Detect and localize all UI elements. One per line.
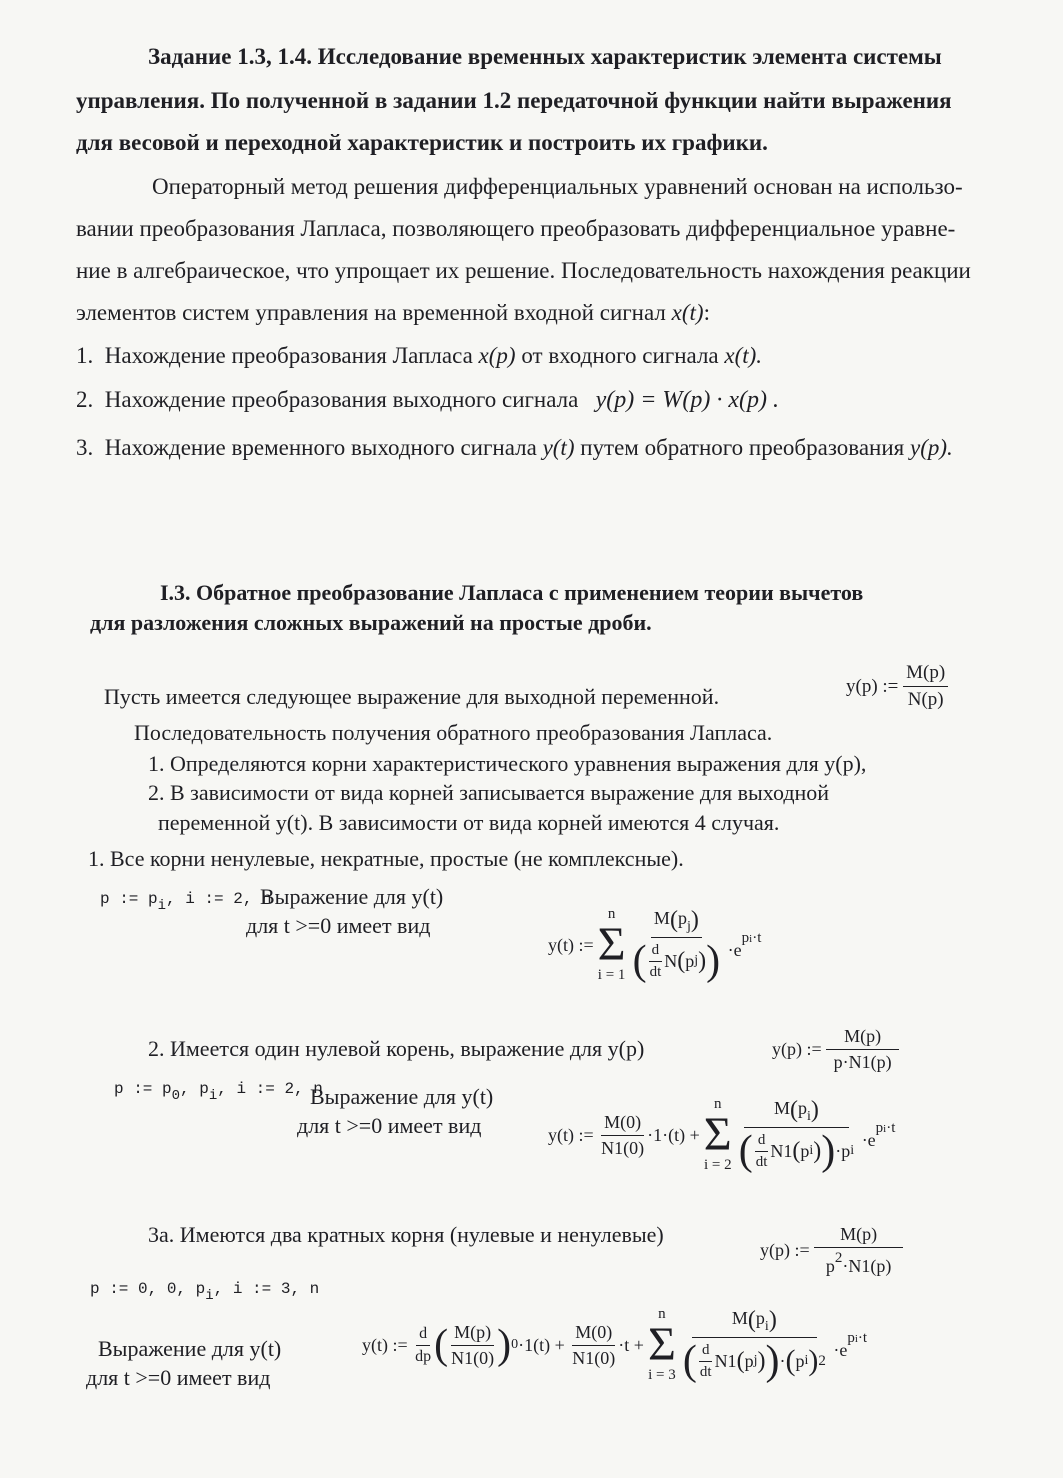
intro-line3: ние в алгебраическое, что упрощает их решение. Последовательность нахождения реакции: [76, 258, 971, 283]
numerator: M(0): [572, 1322, 615, 1346]
section-title-line1: I.3. Обратное преобразование Лапласа с применением теории вычетов: [160, 580, 864, 605]
roots-text: p := p: [114, 1080, 172, 1098]
body-step2a: 2. В зависимости от вида корней записывается выражение для выходной: [148, 780, 830, 805]
fraction: $M(p_i)$ ( $\frac{d}{dt}$ N1 ( p j ) ) · ( p i ) 2: [682, 1306, 826, 1385]
step-var: y(t): [542, 435, 575, 460]
roots-index: , i := 3, n: [213, 1280, 320, 1298]
dt-den: dt: [699, 1363, 712, 1380]
roots-text: p := 0, 0, p: [90, 1280, 206, 1298]
body-step2b: переменной y(t). В зависимости от вида корней имеются 4 случая.: [158, 810, 780, 835]
sum-symbol: n Σ i = 2: [703, 1096, 732, 1173]
fraction: [903, 662, 948, 711]
case2-title: 2. Имеется один нулевой корень, выражение для y(p): [148, 1036, 645, 1061]
denominator: N(p): [907, 689, 944, 710]
d-num: d: [699, 1342, 713, 1362]
body-p2: Последовательность получения обратного преобразования Лапласа.: [134, 720, 773, 745]
numerator: M(0): [601, 1112, 644, 1136]
yp-def: y(p) :=: [772, 1039, 822, 1059]
step-text-mid: путем обратного преобразования: [580, 435, 905, 460]
fraction: [448, 1322, 497, 1369]
yp-formula-2: [772, 1026, 899, 1073]
d-num: d: [755, 1132, 769, 1152]
intro-line1: Операторный метод решения дифференциальных уравнений основан на использо-: [152, 174, 963, 199]
step-text: Нахождение временного выходного сигнала: [104, 435, 537, 460]
fraction: [598, 1112, 647, 1159]
intro-line4-colon: :: [703, 300, 710, 325]
step-number: 3.: [76, 435, 94, 460]
t-term: ·t +: [618, 1334, 644, 1355]
fraction: [569, 1322, 618, 1369]
step-number: 1.: [76, 343, 94, 368]
yp-formula-3: [760, 1224, 903, 1277]
roots-case2: p := p0, pi, i := 2, n: [114, 1080, 323, 1104]
denominator: p·N1(p): [833, 1052, 892, 1072]
case3-expr-a: Выражение для y(t): [98, 1336, 282, 1361]
numerator: M(p): [814, 1224, 903, 1248]
task-heading-line2: управления. По полученной в задании 1.2 передаточной функции найти выражения: [76, 88, 952, 113]
derivative: [412, 1325, 434, 1366]
d-num: d: [416, 1325, 430, 1346]
roots-text-mid: , p: [180, 1080, 209, 1098]
yt-formula-3: y(t) := $\frac{d}{dp}$ ( $\frac{M(p)}{N1(0)}$ ) 0 ·1(t) + $\frac{M(0)}{N1(0)}$ ·t + n Σ i = 3 $M(p_i)$ ( $\frac{d}{dt}$ N1 ( p j ) ) · ( p i ) 2 $\cdot e^{pi\cdot t}$: [362, 1306, 868, 1385]
intro-line2: вании преобразования Лапласа, позволяющего преобразовать дифференциальное уравне-: [76, 216, 956, 241]
step-text: Нахождение преобразования выходного сигнала: [104, 387, 579, 412]
sum-upper: n: [714, 1096, 722, 1112]
task-heading-line3: для весовой и переходной характеристик и построить их графики.: [76, 130, 768, 155]
dt-den: dt: [755, 1153, 768, 1170]
fraction: $M(p_i)$ ( $\frac{d}{dt}$ N1 ( p i ) ) ·p i: [738, 1096, 855, 1175]
case1-title: 1. Все корни ненулевые, некратные, простые (не комплексные).: [88, 846, 684, 871]
body-p1: Пусть имеется следующее выражение для выходной переменной.: [104, 684, 720, 709]
roots-index: , i := 2, n: [166, 890, 272, 908]
task-heading-line1: Задание 1.3, 1.4. Исследование временных характеристик элемента системы: [148, 44, 942, 69]
d-num: d: [649, 942, 663, 962]
roots-case1: p := pi, i := 2, n: [100, 890, 272, 914]
case3-title: 3а. Имеются два кратных корня (нулевые и ненулевые): [148, 1222, 664, 1247]
intro-line4-text: элементов систем управления на временной входной сигнал: [76, 300, 666, 325]
sum-lower: i = 3: [648, 1367, 676, 1383]
fraction: $\frac{M(p)}{p^2\cdot N1(p)}$: [814, 1224, 903, 1277]
yt-formula-2: y(t) := $\frac{M(0)}{N1(0)}$ ·1·(t) + n Σ i = 2 $M(p_i)$ ( $\frac{d}{dt}$ N1 ( p i ) ) ·p i $\cdot e^{pi\cdot t}$: [548, 1096, 896, 1175]
step-var: x(t).: [724, 343, 763, 368]
step-function-term: ·1(t) +: [518, 1334, 565, 1355]
numerator: M(p): [451, 1322, 494, 1346]
denominator: ·N1(p): [842, 1256, 892, 1276]
yt-formula-1: y(t) := n Σ i = 1 $M(p_j)$ ( $\frac{d}{dt}$ N ( p j ) ) $\cdot e^{pi\cdot t}$: [548, 906, 762, 985]
roots-text: p := p: [100, 890, 158, 908]
case1-expr-a: Выражение для y(t): [260, 884, 444, 909]
numerator: M(p): [903, 662, 948, 687]
yt-def: y(t) :=: [548, 934, 594, 955]
roots-case3: p := 0, 0, pi, i := 3, n: [90, 1280, 320, 1304]
sum-lower: i = 2: [703, 1157, 732, 1173]
dt-den: dt: [649, 963, 662, 980]
fraction: [826, 1026, 899, 1073]
yt-def: y(t) :=: [548, 1124, 594, 1145]
denominator: N1(0): [451, 1347, 495, 1368]
step-function-term: ·1·(t) +: [647, 1124, 700, 1145]
step-formula: y(p) = W(p) · x(p) .: [595, 387, 780, 413]
fraction: $M(p_j)$ ( $\frac{d}{dt}$ N ( p j ) ): [632, 906, 721, 985]
yp-def: y(p) :=: [846, 675, 899, 697]
body-step1: 1. Определяются корни характеристического уравнения выражения для y(p),: [148, 751, 867, 776]
case2-expr-a: Выражение для y(t): [310, 1084, 494, 1109]
sum-lower: i = 1: [597, 967, 626, 983]
yt-def: y(t) :=: [362, 1334, 408, 1355]
numerator: M(p): [826, 1026, 899, 1050]
step-text-mid: от входного сигнала: [521, 343, 719, 368]
intro-line4-var: x(t): [671, 300, 704, 325]
step-number: 2.: [76, 387, 94, 412]
dp-den: dp: [415, 1347, 432, 1365]
step-var: y(p).: [909, 435, 953, 460]
sum-symbol: n Σ i = 3: [647, 1306, 676, 1383]
sum-upper: n: [658, 1306, 666, 1322]
case2-expr-b: для t >=0 имеет вид: [297, 1113, 482, 1138]
case3-expr-b: для t >=0 имеет вид: [86, 1365, 271, 1390]
step-2: [76, 387, 779, 414]
sum-symbol: n Σ i = 1: [597, 906, 626, 983]
yp-def: y(p) :=: [760, 1240, 810, 1260]
step-3: [76, 435, 953, 461]
section-title-line2: для разложения сложных выражений на простые дроби.: [90, 610, 652, 635]
roots-index: , i := 2, n: [217, 1080, 323, 1098]
denominator: N1(0): [572, 1347, 616, 1368]
step-var: x(p): [478, 343, 516, 368]
intro-line4: [76, 300, 710, 326]
step-text: Нахождение преобразования Лапласа: [104, 343, 473, 368]
case1-expr-b: для t >=0 имеет вид: [246, 913, 431, 938]
sum-upper: n: [607, 906, 616, 922]
denominator: N1(0): [601, 1137, 645, 1158]
yp-formula-1: [846, 662, 948, 711]
step-1: [76, 343, 762, 369]
